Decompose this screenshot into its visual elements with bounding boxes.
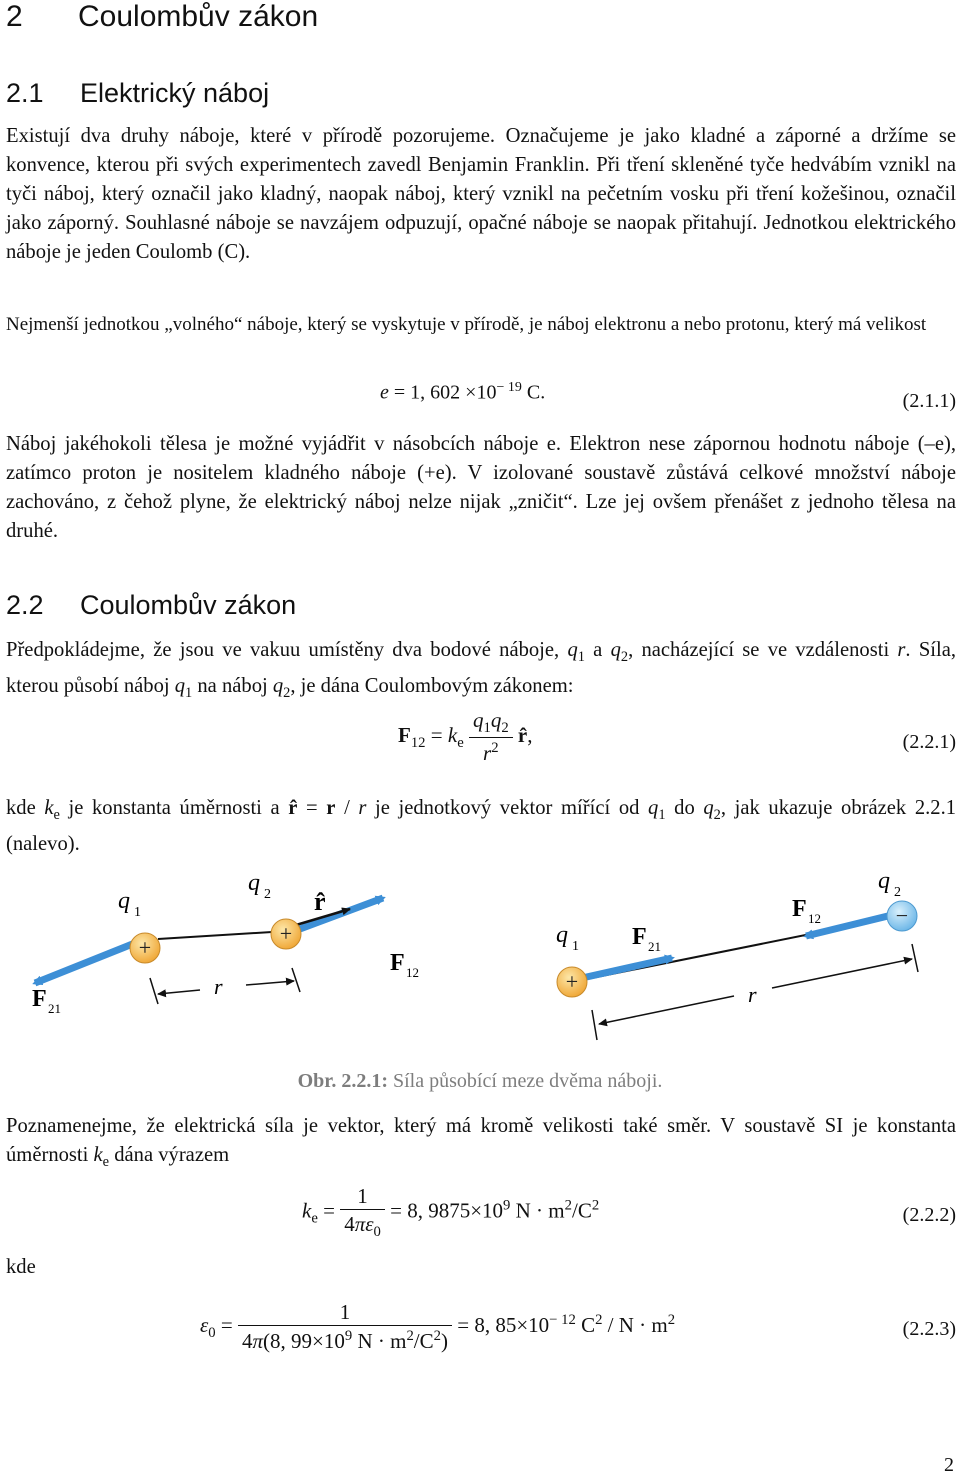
sub: 1 [577,649,585,666]
numerator [469,708,513,737]
subsection-title: Elektrický náboj [80,78,270,108]
label-f12-sub: 12 [808,911,821,926]
distance-tick-right [912,944,918,972]
label-q2-sub: 2 [894,885,901,900]
unit: N · m [352,1329,407,1353]
symbol-epsilon: ε [365,1212,374,1236]
charge-sign: + [138,935,152,960]
text: kde [6,797,45,819]
symbol-q2: q [272,675,284,698]
equation-2-2-2 [302,1184,599,1241]
symbol-k: k [44,797,54,819]
eq-equals: = [323,1198,335,1223]
symbol-epsilon: ε [200,1312,209,1337]
symbol-q1: q [567,639,578,661]
section-title: Coulombův zákon [78,0,319,33]
label-q1-sub: 1 [572,939,579,954]
unit: /C [571,1198,592,1223]
sub: 2 [713,807,721,824]
symbol-q1: q [648,797,659,819]
label-q2: q [248,870,260,896]
page-number: 2 [944,1454,954,1476]
text: Poznamenejme, že elektrická síla je vektor, který má kromě velikosti také směr. V soustavě SI je konstanta úměrnosti [6,1115,956,1166]
label-q2: q [878,868,890,894]
sup: 9 [503,1197,511,1214]
symbol-r: r [897,639,906,661]
left-diagram [32,870,419,1016]
base: 10 [528,1312,550,1337]
eq-equals: = [390,1198,402,1223]
sup: 2 [433,1328,441,1344]
symbol-q2: q [610,639,621,661]
sup: 9 [344,1328,353,1344]
text: 4 [344,1212,355,1236]
text: 4 [241,1329,253,1353]
sub: 2 [283,685,291,702]
charge-sign: + [279,921,293,946]
unit: C [581,1312,596,1337]
value: 8, 85 [474,1312,517,1337]
equation-2-2-1 [398,708,532,766]
symbol-q1: q [174,675,186,698]
distance-tick-right [292,968,300,992]
eq-base: 10 [476,381,497,404]
sub: 0 [208,1325,216,1341]
symbol-pi: π [354,1212,366,1236]
symbol-F: F [398,722,411,747]
paragraph-coulomb-law [6,636,956,708]
paragraph-elementary-charge: Nejmenší jednotkou „volného“ náboje, který se vyskytuje v přírodě, je náboj elektronu a nebo protonu, který má velikost [6,314,927,335]
label-f21: F [32,986,47,1012]
subsection-title: Coulombův zákon [80,590,297,620]
symbol-pi: π [252,1329,263,1353]
base: 10 [323,1329,345,1353]
symbol-r-vector: r [326,797,336,819]
fraction [340,1184,385,1241]
equation-2-1-1 [380,380,545,405]
subsection-number: 2.2 [6,590,44,620]
sup: 2 [591,1197,600,1214]
label-f12: F [792,896,807,922]
distance-arrow-right [772,959,912,988]
label-rhat: r̂ [314,887,326,916]
eq-mantissa: 1, 602 [410,381,461,404]
text: , nacházející se ve vzdálenosti [628,639,898,661]
eq-equals: = [457,1312,470,1337]
denominator [238,1325,452,1354]
text: je jednotkový vektor mířící od [366,797,649,819]
text: , jak ukazuje obrázek 2.2.1 (nalevo). [6,797,957,856]
unit: N · m [515,1198,565,1223]
text: (8, 99 [263,1329,312,1353]
label-q2-sub: 2 [264,887,271,902]
sub: e [311,1210,318,1227]
label-f21-sub: 21 [648,939,661,954]
text: do [665,797,704,819]
numerator: 1 [357,1184,368,1208]
force-arrow-f12 [300,898,383,929]
sub: 1 [483,720,491,737]
text: a [584,639,611,661]
value: 8, 9875 [407,1198,471,1223]
text: , je dána Coulombovým zákonem: [290,675,574,698]
section-heading [6,0,318,34]
subsection-number: 2.1 [6,78,44,108]
label-f12-sub: 12 [406,965,419,980]
eq-symbol-e: e [380,381,389,404]
unit: /C [413,1329,434,1353]
label-f12: F [390,950,405,976]
sup: 2 [564,1197,572,1214]
label-f21-sub: 21 [48,1001,61,1016]
figure-caption [0,1070,960,1093]
fraction [238,1300,452,1354]
subsection-heading-2-1 [6,78,269,109]
label-q1: q [118,888,130,914]
sup: 2 [491,740,499,757]
sub: e [53,807,60,824]
equation-number-2-2-2: (2.2.2) [902,1204,956,1226]
text: je konstanta úměrnosti a [59,797,289,819]
symbol-r: r [358,797,367,819]
unit: / N · m [602,1312,668,1337]
distance-tick-left [150,978,158,1004]
slash: / [344,797,350,819]
symbol-q: q [490,708,502,732]
eq-equals: = [306,797,318,819]
text: Předpokládejme, že jsou ve vakuu umístěny dva bodové náboje, [6,639,568,661]
sub: e [457,735,464,752]
fraction [469,708,513,766]
caption-text: Síla působící meze dvěma náboji. [388,1070,663,1092]
text: na náboj [192,675,273,698]
distance-arrow-left [158,990,200,994]
text: ) [440,1329,448,1353]
label-r: r [748,982,757,1007]
denominator [340,1209,385,1241]
section-number: 2 [6,0,23,33]
sub: 0 [373,1224,381,1241]
equation-number-2-2-3: (2.2.3) [902,1318,956,1340]
distance-arrow-left [599,996,734,1024]
sub: 1 [658,807,666,824]
text-kde: kde [6,1256,36,1278]
text: dána výrazem [109,1144,230,1166]
label-q1-sub: 1 [134,905,141,920]
charge-sign: − [895,903,909,928]
force-arrow-f21 [35,943,135,983]
eq-equals: = [393,381,406,404]
caption-lead: Obr. 2.2.1: [297,1070,388,1092]
symbol-q: q [472,708,484,732]
sup: 2 [595,1311,603,1328]
paragraph-si-constant [6,1112,956,1177]
times: × [470,1198,483,1223]
eq-exponent: − 19 [496,380,522,395]
sup: 2 [667,1311,676,1328]
eq-times: × [465,381,477,404]
eq-equals: = [430,722,443,747]
sub: 2 [620,649,629,666]
eq-end: , [527,722,533,747]
symbol-k: k [302,1198,312,1223]
times: × [516,1312,529,1337]
equation-number-2-1-1: (2.1.1) [902,390,956,412]
distance-tick-left [592,1010,597,1040]
symbol-r: r [483,741,492,766]
eq-equals: = [220,1312,233,1337]
sup: 2 [406,1328,414,1344]
symbol-q2: q [703,797,714,819]
text: . Síla, kterou působí náboj [6,639,956,698]
connecting-line [158,932,272,939]
sub: 2 [501,720,509,737]
sub: e [102,1154,110,1171]
denominator [469,737,513,766]
subsection-heading-2-2 [6,590,296,621]
paragraph-charge-conservation: Náboj jakéhokoli tělesa je možné vyjádřit v násobcích náboje e. Elektron nese zápornou hodnotu náboje (–e), zatímco proton je nositelem kladného náboje (+e). V izolované soustavě zůstává celkové množství náboje zachováno, z čehož plyne, že elektrický náboj nelze nijak „zničit“. Lze jej ovšem přenášet z jednoho tělesa na druhé. [6,433,956,542]
sup: − 12 [549,1311,576,1328]
sub: 12 [410,735,426,752]
label-r: r [214,974,223,999]
symbol-rhat: r̂ [517,722,528,747]
numerator: 1 [339,1300,351,1324]
sub: 1 [185,685,193,702]
times: × [312,1329,324,1353]
charge-sign: + [565,969,579,994]
symbol-k: k [447,722,458,747]
eq-unit: C [526,381,541,404]
eq-end: . [540,381,546,404]
label-q1: q [556,922,568,948]
paragraph-unit-vector [6,794,956,859]
force-arrow-f21 [582,958,672,978]
base: 10 [482,1198,504,1223]
symbol-rhat: r̂ [288,797,298,819]
paragraph-charge-intro: Existují dva druhy náboje, které v přírodě pozorujeme. Označujeme je jako kladné a záporné a držíme se konvence, kterou při svých experimentech zavedl Benjamin Franklin. Při tření skleněné tyče hedvábím vznikl na tyči náboj, který označil jako kladný, naopak náboj, který vznikl na pečetním vosku při tření kožešinou, označil jako záporný. Souhlasné náboje se navzájem odpuzují, opačné náboje se naopak přitahují. Jednotkou elektrického náboje je jeden Coulomb (C). [6,125,956,263]
distance-arrow-right [246,981,294,985]
symbol-k: k [93,1144,103,1166]
equation-2-2-3 [200,1300,675,1354]
equation-number-2-2-1: (2.2.1) [902,731,956,753]
label-f21: F [632,924,647,950]
right-diagram [556,868,918,1040]
coulomb-force-figure [0,860,960,1060]
